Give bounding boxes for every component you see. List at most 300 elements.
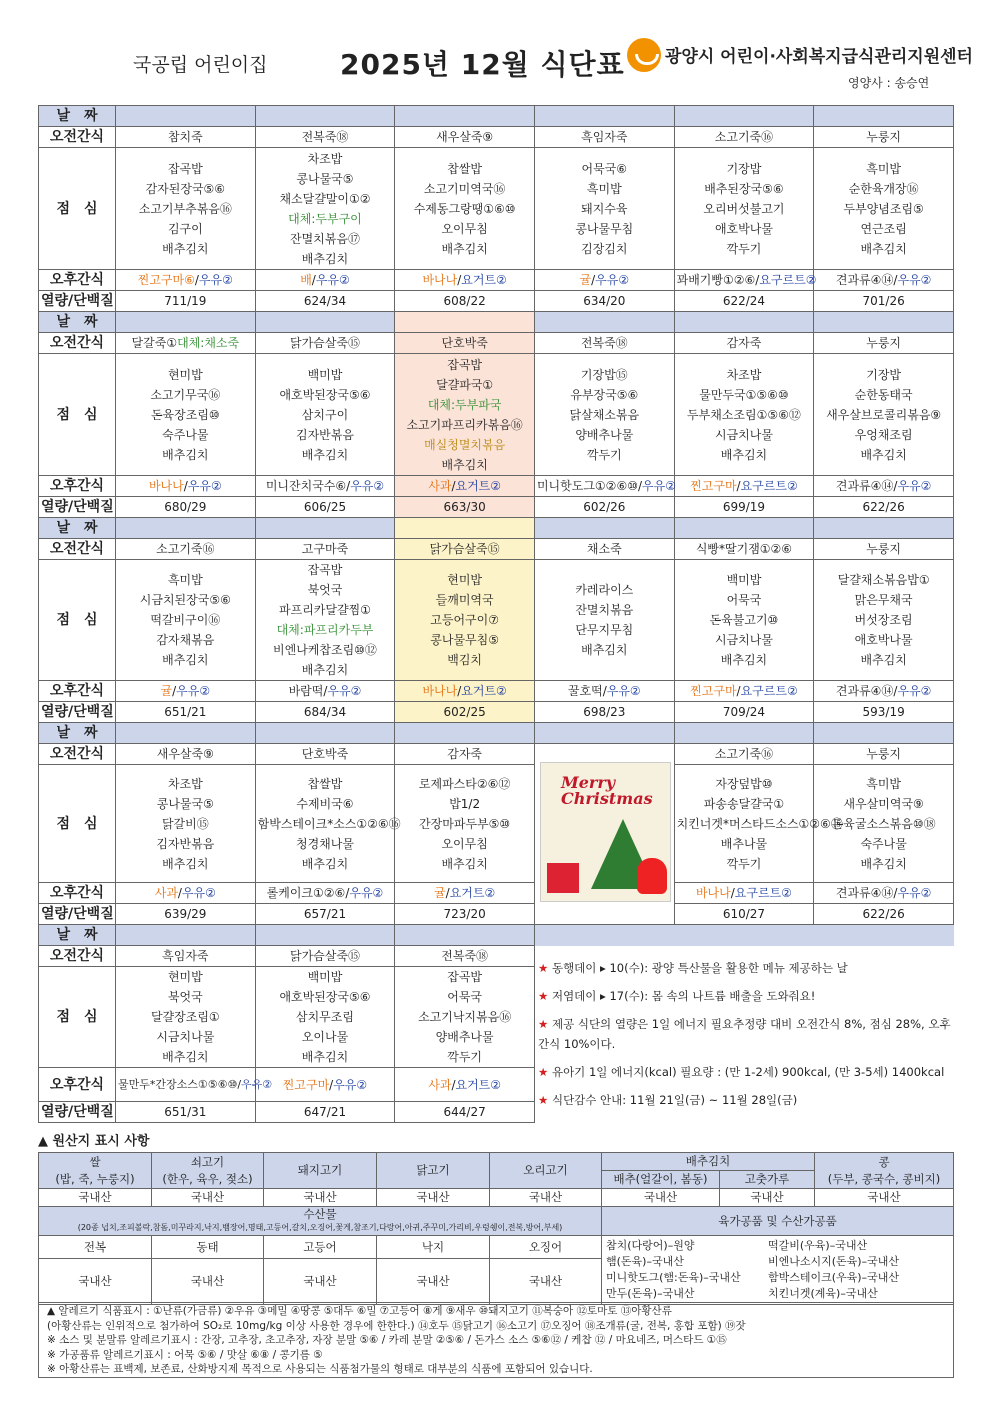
calorie-cell: 610/27: [674, 904, 814, 925]
pm-snack-cell: [255, 681, 395, 702]
menu-item: 배추된장국⑤⑥: [704, 181, 784, 196]
separator: /: [893, 273, 898, 287]
dairy-item: 요구르트②: [734, 886, 792, 900]
menu-item: 소고기낙지볶음⑯: [418, 1010, 512, 1024]
lunch-cell: [674, 765, 843, 883]
lunch-cell: [395, 560, 535, 681]
menu-item: 배추김치: [301, 251, 349, 266]
am-snack-cell: 식빵*딸기잼①②⑥: [674, 539, 814, 560]
snack-item: 롤케이크①②⑥: [266, 886, 346, 900]
am-snack-cell: 흑임자죽: [534, 127, 674, 148]
pm-snack-cell: [255, 883, 395, 904]
row-lunch: [39, 354, 954, 476]
am-snack-cell: 소고기죽⑯: [674, 127, 814, 148]
snack-item: 배: [300, 273, 312, 287]
separator: /: [730, 886, 735, 900]
date-cell: [116, 106, 256, 127]
dietitian: 영양사 : 송승연: [848, 76, 930, 90]
origin-title: ▲ 원산지 표시 사항: [38, 1134, 150, 1149]
row-cal: [39, 702, 954, 723]
row-pm: [39, 883, 954, 904]
snack-item: 미니잔치국수⑥: [265, 479, 347, 493]
legend-text: 식단감수 안내: 11월 21일(금) ~ 11월 28일(금): [551, 1093, 798, 1107]
menu-item: 어묵국: [726, 593, 762, 607]
menu-item: 현미밥: [447, 573, 483, 587]
menu-item: 배추김치: [441, 856, 488, 871]
menu-item: 배추김치: [720, 447, 768, 462]
am-snack-cell: 단호박죽: [395, 333, 535, 354]
snack-item: 꿀호떡: [567, 684, 603, 698]
menu-item: 차조밥: [726, 367, 762, 382]
dairy-item: 우유②: [349, 886, 384, 900]
row-label-cal: 열량/단백질: [39, 904, 116, 925]
lunch-cell: [116, 148, 256, 270]
calorie-cell: 701/26: [814, 291, 954, 312]
menu-item: 숙주나물: [860, 836, 907, 851]
origin-value: 국내산: [490, 1189, 602, 1207]
row-label-pm: 오후간식: [39, 1068, 116, 1102]
snack-item: 물만두*간장소스①⑤⑥⑩: [118, 1077, 238, 1091]
menu-item: 배추김치: [860, 856, 907, 871]
dairy-item: 우유②: [176, 684, 211, 698]
menu-item: 김구이: [167, 221, 203, 236]
menu-item: 배추김치: [162, 447, 209, 462]
row-lunch: [39, 560, 954, 681]
menu-item: 흑미밥: [866, 776, 902, 791]
separator: /: [445, 886, 450, 900]
menu-item: 차조밥: [307, 151, 343, 166]
date-cell: [814, 312, 954, 333]
am-snack-cell: 누룽지: [814, 127, 954, 148]
dairy-item: 요구르트②: [740, 479, 798, 493]
row-label-cal: 열량/단백질: [39, 702, 116, 723]
dairy-item: 우유②: [350, 479, 385, 493]
page-header: [0, 0, 992, 100]
pm-snack-cell: [255, 1068, 395, 1102]
dairy-item: 우유②: [187, 479, 222, 493]
am-snack-cell: 새우살죽⑨: [116, 744, 256, 765]
date-cell: [814, 723, 954, 744]
calorie-cell: 723/20: [395, 904, 535, 925]
processed-list: [602, 1236, 954, 1305]
date-cell: [395, 518, 535, 539]
menu-item: 애호박된장국⑤⑥: [279, 387, 371, 402]
snack-item: 찐고구마: [690, 684, 737, 698]
snack-item: 견과류④⑭: [835, 273, 894, 287]
menu-item: 어묵국: [447, 990, 483, 1004]
seafood-item: 고등어: [264, 1236, 377, 1259]
menu-item: 깍두기: [586, 447, 622, 462]
separator: /: [736, 479, 741, 493]
lunch-cell: [255, 354, 395, 476]
seafood-item: 오징어: [490, 1236, 602, 1259]
pm-snack-cell: [534, 476, 674, 497]
row-lunch: [39, 148, 954, 270]
menu-item: 대체:채소죽: [177, 336, 240, 350]
menu-item: 백미밥: [307, 367, 343, 382]
date-cell: [255, 925, 395, 946]
menu-item: 오이무침: [441, 836, 488, 851]
menu-item: 파프리카달걀찜①: [279, 603, 371, 617]
snack-item: 바나나: [422, 684, 458, 698]
am-snack-cell: 채소죽: [534, 539, 674, 560]
row-pm: [39, 476, 954, 497]
menu-item: 소고기무국⑯: [150, 387, 221, 402]
am-snack-cell: 닭가슴살죽⑮: [255, 946, 395, 967]
row-pm: [39, 270, 954, 291]
lunch-cell: [814, 354, 954, 476]
center-name: 광양시 어린이·사회복지급식관리지원센터: [665, 47, 973, 67]
menu-item: 밥1/2: [449, 796, 481, 811]
pm-snack-cell: [395, 270, 535, 291]
row-label-cal: 열량/단백질: [39, 497, 116, 518]
menu-item: 감자된장국⑤⑥: [145, 181, 226, 196]
menu-item: 버섯장조림: [854, 613, 913, 627]
date-cell: [814, 518, 954, 539]
separator: /: [329, 1077, 334, 1092]
menu-item: 고등어구이⑦: [430, 613, 499, 627]
am-snack-cell: 소고기죽⑯: [116, 539, 256, 560]
row-am: [39, 744, 954, 765]
org-name: 국공립 어린이집: [133, 54, 268, 76]
dairy-item: 요구르트②: [740, 684, 798, 698]
date-cell: [534, 518, 674, 539]
star-icon: ★: [538, 961, 552, 975]
menu-item: 잡곡밥: [307, 563, 343, 577]
am-snack-cell: 단호박죽: [255, 744, 395, 765]
origin-value: 국내산: [377, 1189, 490, 1207]
pm-snack-cell: [534, 270, 674, 291]
pm-snack-cell: [814, 681, 954, 702]
menu-item: 양배추나물: [435, 1030, 494, 1044]
row-label-pm: 오후간식: [39, 681, 116, 702]
dairy-item: 요거트②: [455, 1077, 502, 1092]
calorie-cell: 602/25: [395, 702, 535, 723]
separator: /: [237, 1077, 242, 1091]
lunch-cell: [255, 560, 395, 681]
menu-item: 북엇국: [307, 583, 343, 597]
lunch-cell: [395, 148, 535, 270]
row-label-pm: 오후간식: [39, 476, 116, 497]
menu-item: 떡갈비구이⑯: [150, 613, 221, 627]
pm-snack-cell: [674, 883, 814, 904]
menu-item: 콩나물국⑤: [156, 796, 214, 811]
menu-item: 감자채볶음: [156, 633, 215, 647]
menu-item: 매실청멸치볶음: [424, 437, 506, 452]
snack-item: 미니핫도그①②⑥⑩: [536, 479, 638, 493]
page-title: 2025년 12월 식단표: [340, 48, 625, 81]
snack-item: 사과: [154, 886, 178, 900]
snack-item: 꽈배기빵①②⑥: [676, 273, 756, 287]
pm-snack-cell: [814, 883, 954, 904]
menu-item: 애호박나물: [854, 633, 913, 647]
snack-item: 견과류④⑭: [835, 886, 894, 900]
menu-item: 콩나물국⑤: [296, 171, 354, 186]
lunch-cell: [814, 560, 954, 681]
snack-item: 찐고구마: [282, 1077, 330, 1092]
row-label-day: 날 짜: [39, 723, 116, 744]
snack-item: 귤: [579, 273, 592, 287]
menu-item: 배추김치: [441, 457, 488, 472]
note-line: (아황산류는 인위적으로 첨가하여 SO₂로 10mg/kg 이상 사용한 경우에 한한다.) ⑭호두 ⑮닭고기 ⑯소고기 ⑰오징어 ⑱조개류(굴, 전복, 홍합 포함) ⑲잣: [47, 1319, 746, 1332]
menu-item: 대체:두부파국: [427, 397, 502, 412]
origin-section: [38, 1132, 954, 1305]
menu-item: 기장밥: [726, 161, 762, 176]
menu-item: 수제동그랑땡①⑥⑩: [413, 201, 516, 216]
note-line: ※ 소스 및 분말류 알레르기표시 : 간장, 고추장, 초고추장, 자장 분말 ⑤⑥ / 카레 분말 ②⑤⑥ / 돈가스 소스 ⑤⑥⑫ / 케찹 ⑫ / 마요네즈, 머스타드 ①⑮: [47, 1334, 727, 1346]
origin-value: 국내산: [39, 1189, 152, 1207]
date-cell: [814, 106, 954, 127]
menu-item: 차조밥: [167, 776, 203, 791]
menu-item: 비엔나케찹조림⑩⑫: [273, 643, 377, 657]
seafood-item: 전복: [39, 1236, 152, 1259]
calorie-cell: 698/23: [534, 702, 674, 723]
date-cell: [674, 312, 814, 333]
snack-item: 귤: [160, 684, 173, 698]
legend-text: 동행데이 ▸ 10(수): 광양 특산물을 활용한 메뉴 제공하는 날: [551, 961, 848, 975]
pm-snack-cell: [116, 1068, 273, 1102]
processed-item: 만두(돈육)–국내산: [606, 1287, 695, 1300]
menu-item: 소고기부추볶음⑯: [138, 201, 232, 216]
menu-item: 맑은무채국: [854, 593, 913, 607]
date-cell: [395, 312, 535, 333]
lunch-cell: [116, 354, 256, 476]
row-label-am: 오전간식: [39, 127, 116, 148]
menu-item: 순한동태국: [854, 387, 913, 402]
dairy-item: 요구르트②: [759, 273, 817, 287]
menu-item: 오이나물: [301, 1030, 349, 1044]
legend-item: [538, 986, 954, 1006]
menu-item: 새우살미역국⑨: [843, 796, 924, 811]
date-cell: [395, 106, 535, 127]
am-snack-cell: 고구마죽: [255, 539, 395, 560]
am-snack-cell: 소고기죽⑯: [674, 744, 814, 765]
menu-item: 연근조림: [860, 221, 907, 236]
menu-item: 돼지수육: [581, 201, 628, 216]
menu-item: 배추김치: [301, 856, 349, 871]
menu-item: 달걀장조림①: [150, 1010, 220, 1024]
origin-value: 국내산: [815, 1189, 954, 1207]
christmas-card: [540, 762, 671, 902]
processed-item: 비엔나소시지(돈육)–국내산: [768, 1255, 899, 1268]
pm-snack-cell: [674, 681, 814, 702]
menu-item: 배추김치: [162, 241, 209, 256]
row-label-cal: 열량/단백질: [39, 1102, 116, 1123]
lunch-cell: [255, 967, 395, 1068]
row-label-day: 날 짜: [39, 106, 116, 127]
seafood-title: 수산물: [303, 1207, 337, 1221]
date-cell: [255, 723, 395, 744]
am-snack-cell: 누룽지: [814, 333, 954, 354]
snack-item: 사과: [428, 1077, 452, 1092]
allergy-notes: [38, 1302, 954, 1378]
menu-item: 소고기미역국⑯: [423, 181, 506, 196]
pm-snack-cell: [255, 270, 395, 291]
am-snack-cell: 닭가슴살죽⑮: [255, 333, 395, 354]
dairy-item: 요거트②: [461, 684, 507, 698]
row-am: [39, 539, 954, 560]
row-day: [39, 106, 954, 127]
calorie-cell: 651/21: [116, 702, 256, 723]
date-cell: [255, 312, 395, 333]
calorie-cell: 606/25: [255, 497, 395, 518]
calorie-cell: 622/24: [674, 291, 814, 312]
am-snack-cell: 감자죽: [674, 333, 814, 354]
calorie-cell: 639/29: [116, 904, 256, 925]
menu-item: 흑미밥: [866, 161, 902, 176]
seafood-value: 국내산: [377, 1259, 490, 1305]
origin-header: 배추(얼갈이, 봄동): [602, 1171, 720, 1189]
date-cell: [534, 312, 674, 333]
lunch-cell: [534, 148, 674, 270]
date-cell: [395, 723, 535, 744]
menu-item: 콩나물무침: [575, 221, 634, 236]
calorie-cell: 644/27: [395, 1102, 535, 1123]
smile-logo-icon: [627, 38, 661, 72]
menu-item: 배추나물: [720, 836, 768, 851]
origin-header: 배추김치: [602, 1153, 815, 1171]
dairy-item: 우유②: [897, 479, 932, 493]
date-cell: [116, 518, 256, 539]
menu-item: 잡곡밥: [447, 970, 483, 984]
legend-text: 제공 식단의 열량은 1일 에너지 필요추정량 대비 오전간식 8%, 점심 28%, 오후간식 10%이다.: [538, 1017, 951, 1051]
calorie-cell: 709/24: [674, 702, 814, 723]
menu-item: 백미밥: [726, 573, 762, 587]
menu-item: 잔멸치볶음⑰: [290, 231, 360, 246]
menu-item: 애호박나물: [714, 221, 773, 236]
menu-item: 수제비국⑥: [296, 796, 354, 811]
separator: /: [451, 1077, 456, 1092]
dairy-item: 우유②: [606, 684, 641, 698]
date-cell: [116, 312, 256, 333]
row-am: [39, 127, 954, 148]
note-line: ※ 가공품류 알레르기표시 : 어묵 ⑤⑥ / 맛살 ⑥⑧ / 콩기름 ⑤: [47, 1348, 323, 1361]
calorie-cell: 684/34: [255, 702, 395, 723]
dairy-item: 우유②: [198, 273, 233, 287]
date-cell: [534, 723, 674, 744]
origin-header: 쇠고기 (한우, 육우, 젖소): [152, 1153, 264, 1189]
menu-item: 함박스테이크*소스①②⑥⑯: [257, 816, 401, 831]
dairy-item: 우유②: [181, 886, 216, 900]
processed-item: 치킨너겟(계육)–국내산: [768, 1287, 878, 1300]
menu-item: 잔멸치볶음: [575, 603, 634, 617]
menu-item: 깍두기: [726, 856, 762, 871]
menu-item: 배추김치: [162, 1050, 209, 1064]
menu-item: 흑미밥: [167, 573, 203, 587]
am-snack-cell: 새우살죽⑨: [395, 127, 535, 148]
dairy-item: 요거트②: [455, 479, 502, 493]
menu-item: 돈육굴소스볶음⑩⑱: [831, 816, 936, 831]
menu-item: 현미밥: [167, 970, 203, 984]
dairy-item: 우유②: [327, 684, 362, 698]
separator: /: [893, 886, 898, 900]
seafood-value: 국내산: [490, 1259, 602, 1305]
calorie-cell: 624/34: [255, 291, 395, 312]
menu-item: 애호박된장국⑤⑥: [279, 990, 371, 1004]
menu-item: 간장마파두부⑤⑩: [419, 816, 511, 831]
row-day: [39, 518, 954, 539]
processed-item: 함박스테이크(우육)–국내산: [768, 1271, 899, 1284]
separator: /: [346, 479, 351, 493]
date-cell: [674, 106, 814, 127]
menu-item: 잡곡밥: [167, 161, 203, 176]
seafood-note: (20종 넙치,조피볼락,참돔,미꾸라지,낙지,뱀장어,명태,고등어,갈치,오징어,꽃게,참조기,다랑어,아귀,주꾸미,가리비,우렁쉥이,전복,방어,부세): [77, 1223, 563, 1232]
am-snack-cell: 누룽지: [814, 539, 954, 560]
seafood-value: 국내산: [39, 1259, 152, 1305]
menu-item: 배추김치: [301, 663, 349, 677]
row-label-day: 날 짜: [39, 925, 116, 946]
menu-item: 현미밥: [167, 367, 203, 382]
legend-item: [538, 1062, 954, 1082]
calorie-cell: 711/19: [116, 291, 256, 312]
menu-item: 김자반볶음: [156, 836, 215, 851]
menu-item: 배추김치: [720, 653, 768, 667]
menu-item: 두부양념조림⑤: [843, 201, 924, 216]
menu-item: 유부장국⑤⑥: [570, 387, 639, 402]
row-label-lunch: 점 심: [39, 765, 116, 883]
menu-item: 배추김치: [301, 447, 349, 462]
origin-value: 국내산: [264, 1189, 377, 1207]
menu-item: 북엇국: [167, 990, 203, 1004]
lunch-cell: [674, 148, 814, 270]
menu-item: 두부채소조림①⑤⑥⑫: [687, 407, 801, 422]
lunch-cell: [534, 354, 674, 476]
row-label-day: 날 짜: [39, 312, 116, 333]
snack-item: 귤: [434, 886, 446, 900]
separator: /: [591, 273, 596, 287]
menu-item: 백김치: [447, 653, 483, 667]
menu-item: 물만두국①⑤⑥⑩: [699, 387, 789, 402]
pm-snack-cell: [116, 476, 256, 497]
row-label-lunch: 점 심: [39, 967, 116, 1068]
lunch-cell: [116, 765, 256, 883]
menu-item: 시금치된장국⑤⑥: [139, 593, 231, 607]
separator: /: [172, 684, 177, 698]
menu-item: 로제파스타②⑥⑫: [418, 776, 511, 791]
menu-item: 기장밥: [866, 367, 902, 382]
pm-snack-cell: [116, 883, 256, 904]
menu-item: 카레라이스: [575, 583, 634, 597]
row-label-am: 오전간식: [39, 539, 116, 560]
seafood-item: 낙지: [377, 1236, 490, 1259]
origin-value: 국내산: [152, 1189, 264, 1207]
dairy-item: 우유②: [595, 273, 630, 287]
seafood-header: [39, 1207, 602, 1236]
separator: /: [323, 684, 328, 698]
menu-item: 백미밥: [307, 970, 343, 984]
lunch-cell: [395, 967, 535, 1068]
pm-snack-cell: [814, 476, 954, 497]
pm-snack-cell: [395, 883, 535, 904]
row-label-am: 오전간식: [39, 333, 116, 354]
menu-item: 숙주나물: [162, 427, 209, 442]
christmas-text: Merry Christmas: [561, 773, 653, 808]
menu-item: 흑미밥: [586, 181, 622, 196]
menu-item: 소고기파프리카볶음⑯: [406, 417, 523, 432]
snack-item: 바나나: [422, 273, 458, 287]
pm-snack-cell: [116, 681, 256, 702]
menu-item: 닭살채소볶음: [569, 407, 640, 422]
menu-item: 찹쌀밥: [447, 161, 483, 176]
menu-item: 삼치구이: [301, 407, 349, 422]
menu-item: 배추김치: [162, 856, 209, 871]
menu-item: 돈육불고기⑩: [709, 613, 779, 627]
calorie-cell: 622/26: [814, 904, 954, 925]
star-icon: ★: [538, 989, 552, 1003]
pm-snack-cell: [395, 476, 535, 497]
menu-item: 시금치나물: [714, 633, 773, 647]
calorie-cell: 622/26: [814, 497, 954, 518]
